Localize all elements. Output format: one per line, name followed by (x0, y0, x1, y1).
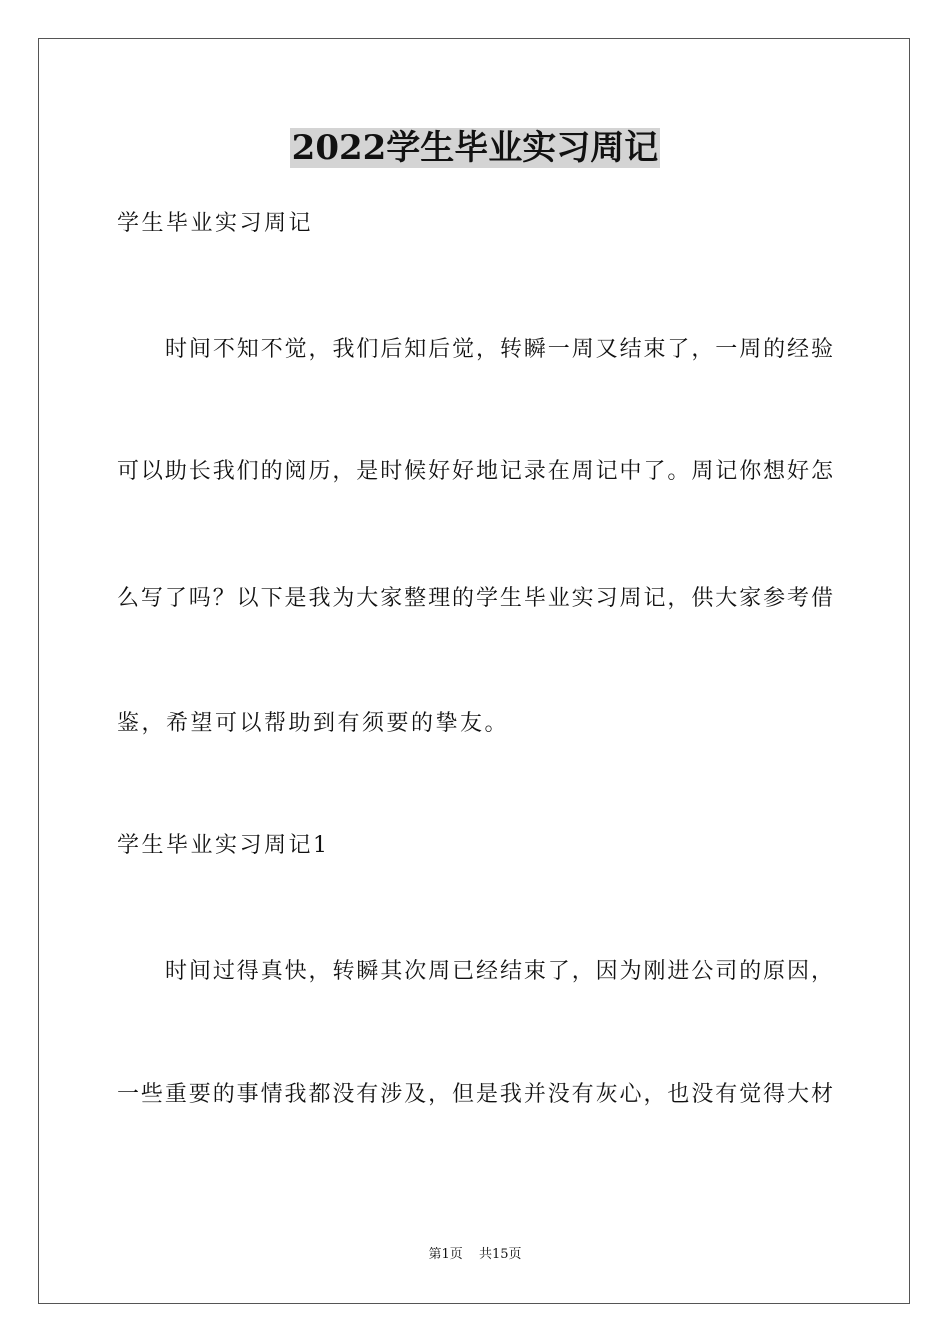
paragraph-line: 鉴，希望可以帮助到有须要的挚友。 (117, 711, 510, 736)
section-heading: 学生毕业实习周记1 (117, 833, 330, 858)
paragraph-line: 时间不知不觉，我们后知后觉，转瞬一周又结束了，一周的经验 (165, 337, 833, 362)
paragraph-line: 时间过得真快，转瞬其次周已经结束了，因为刚进公司的原因， (165, 959, 833, 984)
document-title-text: 2022学生毕业实习周记 (291, 128, 659, 168)
paragraph-line: 一些重要的事情我都没有涉及，但是我并没有灰心，也没有觉得大材 (117, 1082, 833, 1107)
page-number: 第1页 (428, 1247, 463, 1262)
paragraph-line: 可以助长我们的阅历，是时候好好地记录在周记中了。周记你想好怎 (117, 459, 833, 484)
document-title (0, 126, 950, 170)
page-footer (0, 1246, 950, 1264)
paragraph-line: 么写了吗？以下是我为大家整理的学生毕业实习周记，供大家参考借 (117, 586, 833, 611)
section-heading: 学生毕业实习周记 (117, 211, 314, 236)
page-total: 共15页 (478, 1247, 522, 1262)
